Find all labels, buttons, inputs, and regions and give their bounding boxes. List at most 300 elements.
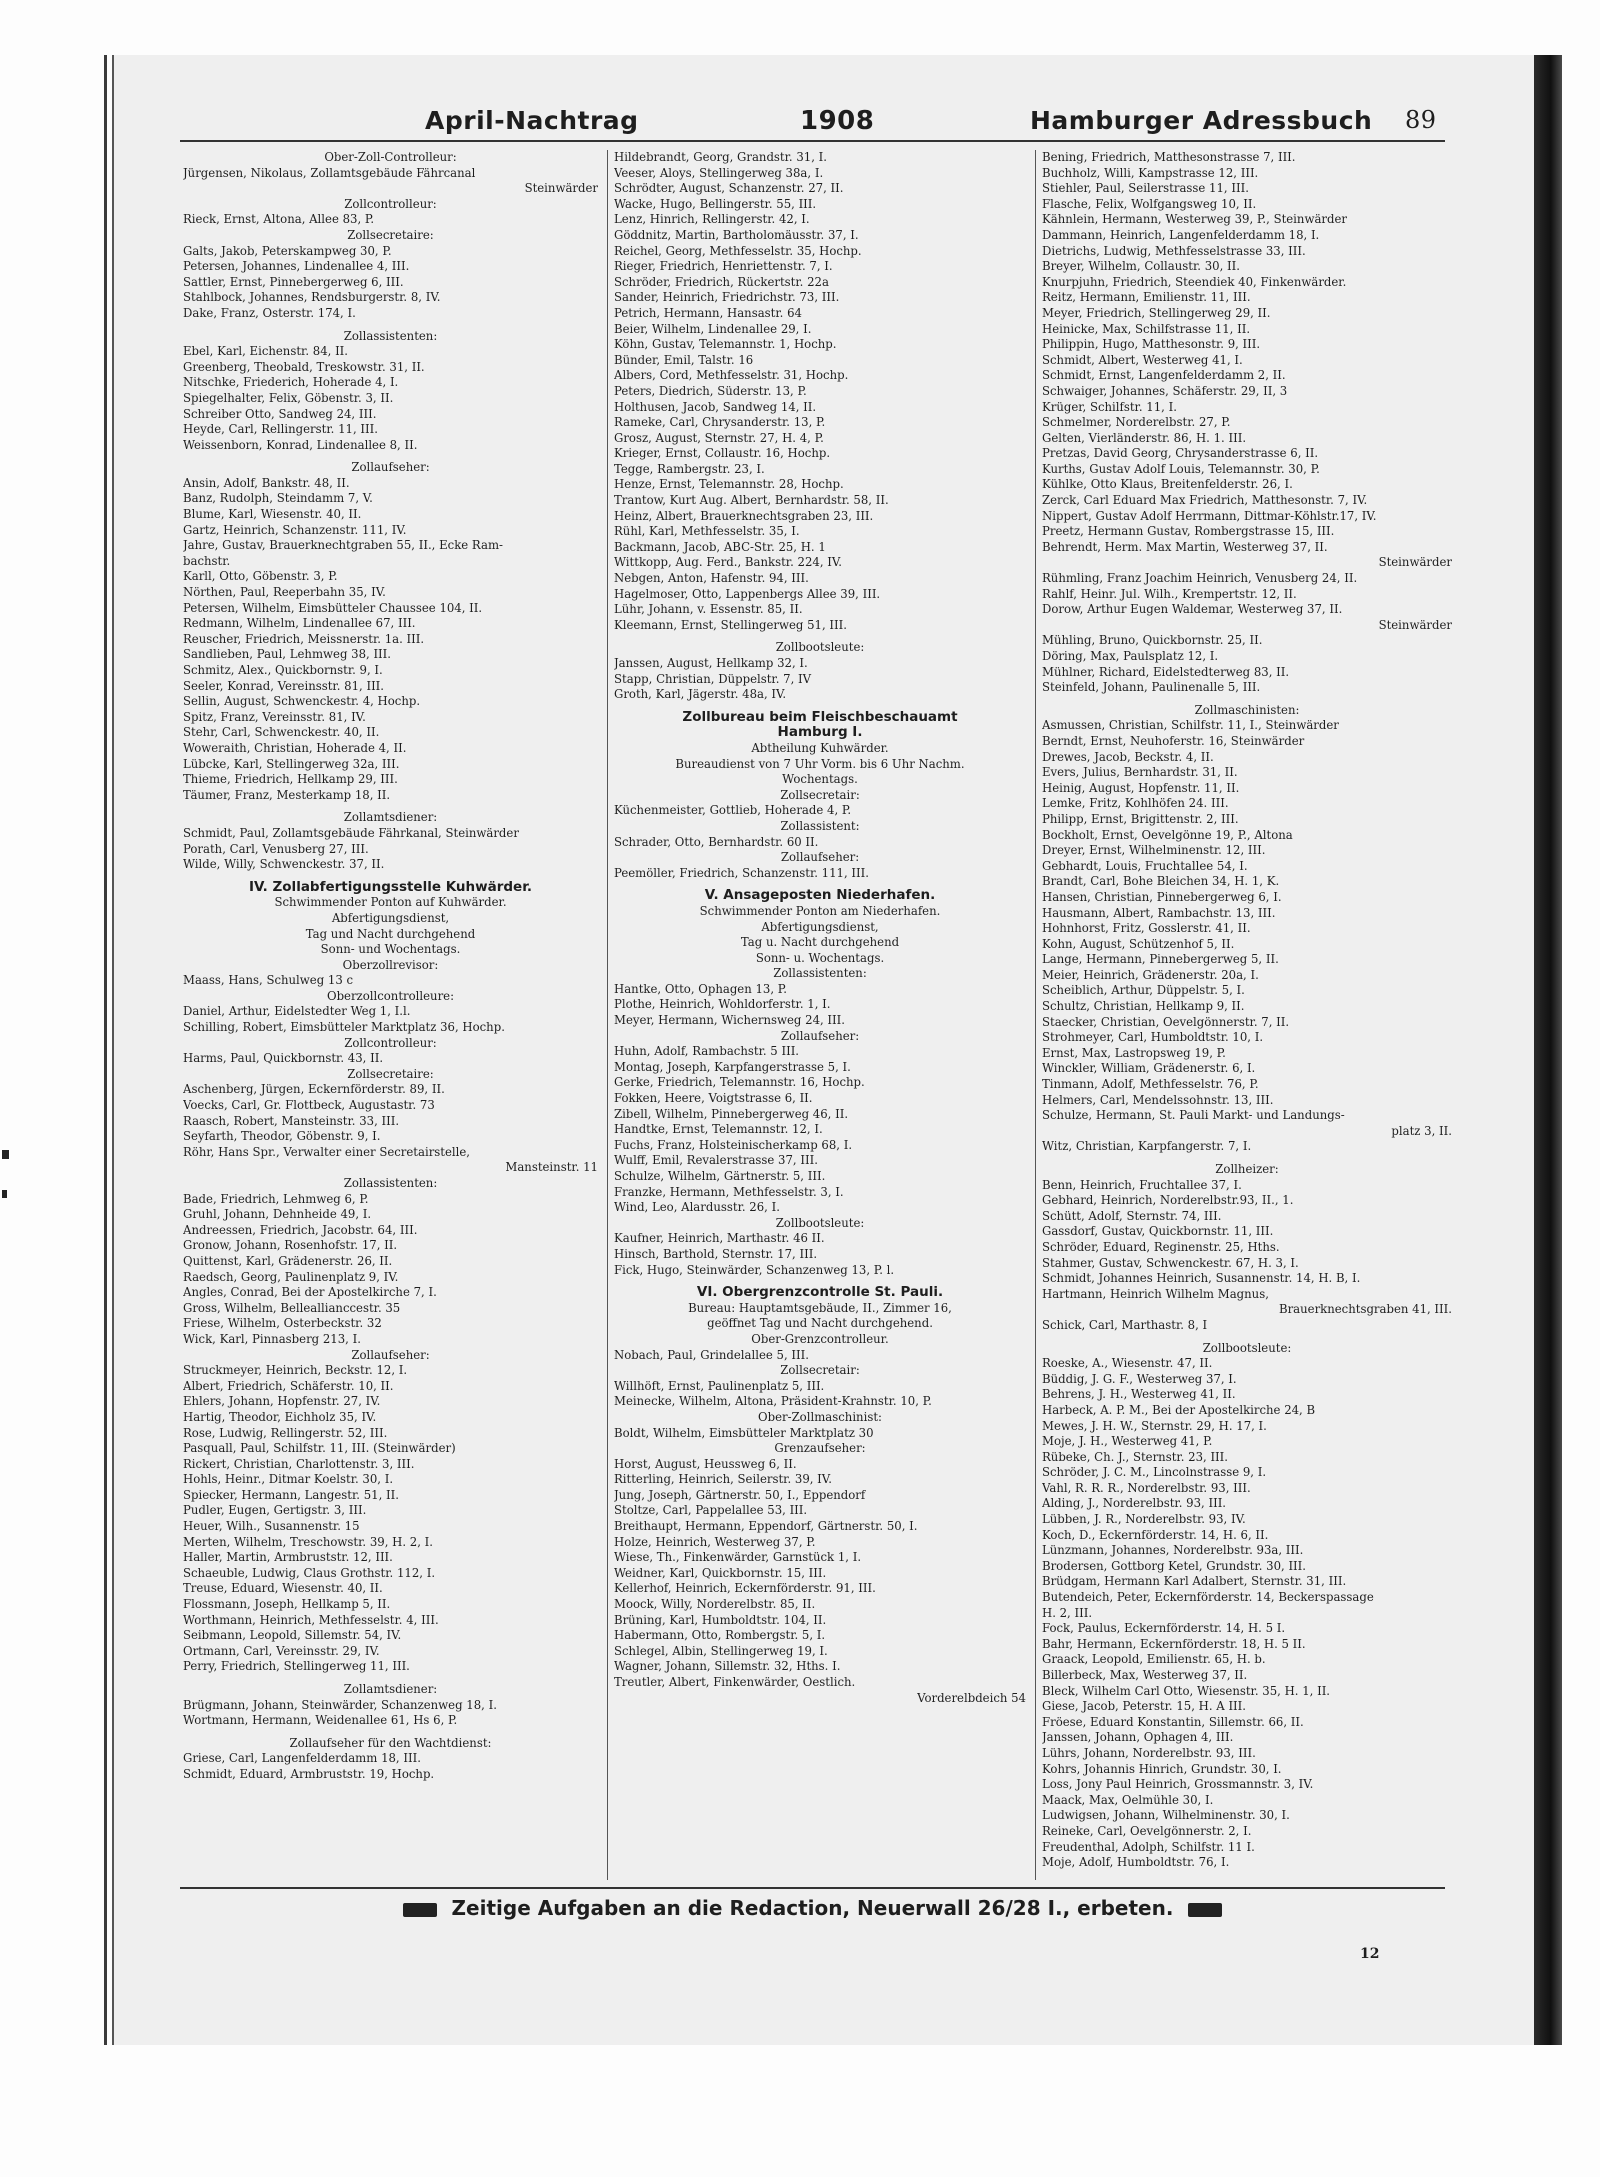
directory-entry: Schröder, Friedrich, Rückertstr. 22a (614, 274, 829, 289)
directory-entry: Bünder, Emil, Talstr. 16 (614, 352, 754, 367)
directory-entry: platz 3, II. (1391, 1123, 1452, 1138)
directory-entry: Philipp, Ernst, Brigittenstr. 2, III. (1042, 811, 1239, 826)
directory-entry: Jahre, Gustav, Brauerknechtgraben 55, II., Ecke Ram- (183, 538, 503, 553)
section-heading: Zollbureau beim Fleischbeschauamt (682, 709, 958, 725)
directory-entry: Nörthen, Paul, Reeperbahn 35, IV. (183, 585, 386, 600)
directory-entry: Schmelmer, Norderelbstr. 27, P. (1042, 415, 1231, 430)
directory-entry: Moock, Willy, Norderelbstr. 85, II. (614, 1597, 816, 1612)
category-heading: Zollcontrolleur: (344, 196, 437, 211)
directory-entry: Plothe, Heinrich, Wohldorferstr. 1, I. (614, 997, 831, 1012)
directory-entry: Hagelmoser, Otto, Lappenbergs Allee 39, III. (614, 586, 881, 601)
directory-entry: Lenz, Hinrich, Rellingerstr. 42, I. (614, 212, 810, 227)
directory-entry: Meyer, Friedrich, Stellingerweg 29, II. (1042, 305, 1271, 320)
directory-entry (183, 453, 598, 460)
directory-entry: Porath, Carl, Venusberg 27, III. (183, 841, 369, 856)
directory-entry: Habermann, Otto, Rombergstr. 5, I. (614, 1628, 826, 1643)
directory-entry: Büddig, J. G. F., Westerweg 37, I. (1042, 1371, 1237, 1386)
directory-entry: Nitschke, Friederich, Hoherade 4, I. (183, 375, 399, 390)
header-year: 1908 (800, 106, 875, 136)
directory-entry: Buchholz, Willi, Kampstrasse 12, III. (1042, 165, 1259, 180)
directory-entry: Stahlbock, Johannes, Rendsburgerstr. 8, IV. (183, 290, 441, 305)
directory-entry: Montag, Joseph, Karpfangerstrasse 5, I. (614, 1059, 851, 1074)
category-heading: Ober-Grenzcontrolleur. (751, 1331, 889, 1346)
directory-entry: Worthmann, Heinrich, Methfesselstr. 4, III. (183, 1612, 439, 1627)
directory-entry: Merten, Wilhelm, Treschowstr. 39, H. 2, I. (183, 1534, 433, 1549)
directory-entry: Drewes, Jacob, Beckstr. 4, II. (1042, 749, 1214, 764)
directory-entry: Behrendt, Herm. Max Martin, Westerweg 37, II. (1042, 539, 1328, 554)
directory-entry: Ernst, Max, Lastropsweg 19, P. (1042, 1045, 1226, 1060)
directory-entry: Daniel, Arthur, Eidelstedter Weg 1, I.l. (183, 1004, 411, 1019)
category-heading: Zollassistenten: (773, 966, 867, 981)
page-shadow-strip (1534, 55, 1562, 2045)
directory-entry: Butendeich, Peter, Eckernförderstr. 14, Beckerspassage (1042, 1590, 1374, 1605)
category-heading: Ober-Zoll-Controlleur: (324, 150, 457, 164)
directory-entry: Dietrichs, Ludwig, Methfesselstrasse 33, III. (1042, 243, 1306, 258)
directory-entry: Beier, Wilhelm, Lindenallee 29, I. (614, 321, 812, 336)
column-divider (607, 150, 608, 1880)
directory-entry: Angles, Conrad, Bei der Apostelkirche 7, I. (183, 1285, 437, 1300)
directory-entry: Schilling, Robert, Eimsbütteler Marktplatz 36, Hochp. (183, 1020, 505, 1035)
directory-entry: Schmidt, Ernst, Langenfelderdamm 2, II. (1042, 368, 1286, 383)
directory-entry: Redmann, Wilhelm, Lindenallee 67, III. (183, 616, 416, 631)
directory-entry: Petersen, Wilhelm, Eimsbütteler Chaussee 104, II. (183, 600, 483, 615)
directory-entry: bachstr. (183, 553, 231, 568)
column-1 (183, 150, 598, 1783)
category-heading: Bureau: Hauptamtsgebäude, II., Zimmer 16, (688, 1300, 952, 1315)
category-heading: Wochentags. (782, 772, 858, 787)
directory-entry (183, 1729, 598, 1736)
category-heading: Grenzaufseher: (774, 1441, 866, 1456)
directory-entry: Reineke, Carl, Oevelgönnerstr. 2, I. (1042, 1823, 1252, 1838)
binding-edge (104, 55, 107, 2045)
directory-entry: Göddnitz, Martin, Bartholomäusstr. 37, I. (614, 227, 859, 242)
scan-mark (2, 1150, 9, 1159)
directory-entry: Hartmann, Heinrich Wilhelm Magnus, (1042, 1286, 1269, 1301)
directory-entry: Schwaiger, Johannes, Schäferstr. 29, II, 3 (1042, 383, 1288, 398)
directory-entry: Dake, Franz, Osterstr. 174, I. (183, 305, 356, 320)
section-heading: IV. Zollabfertigungsstelle Kuhwärder. (248, 879, 533, 895)
directory-entry: Gassdorf, Gustav, Quickbornstr. 11, III. (1042, 1224, 1274, 1239)
directory-entry: Hinsch, Barthold, Sternstr. 17, III. (614, 1246, 818, 1261)
category-heading: Zollcontrolleur: (344, 1035, 437, 1050)
directory-entry: Loss, Jony Paul Heinrich, Grossmannstr. 3, IV. (1042, 1777, 1314, 1792)
category-heading: Zollamtsdiener: (343, 1682, 438, 1696)
directory-entry: Harms, Paul, Quickbornstr. 43, II. (183, 1051, 384, 1066)
directory-entry: Bahr, Hermann, Eckernförderstr. 18, H. 5 II. (1042, 1636, 1306, 1651)
directory-entry: Heuer, Wilh., Susannenstr. 15 (183, 1519, 360, 1534)
directory-entry: Huhn, Adolf, Rambachstr. 5 III. (614, 1044, 800, 1059)
directory-entry: Janssen, Johann, Ophagen 4, III. (1042, 1730, 1234, 1745)
directory-entry: Woweraith, Christian, Hoherade 4, II. (183, 740, 407, 755)
directory-entry: Reuscher, Friedrich, Meissnerstr. 1a. III. (183, 631, 425, 646)
directory-entry: Gerke, Friedrich, Telemannstr. 16, Hochp. (614, 1075, 865, 1090)
category-heading: Sonn- u. Wochentags. (755, 950, 885, 965)
directory-entry: Lünzmann, Johannes, Norderelbstr. 93a, III. (1042, 1543, 1304, 1558)
directory-entry: Hohnhorst, Fritz, Gosslerstr. 41, II. (1042, 921, 1251, 936)
header-rule (180, 140, 1445, 142)
directory-entry: Veeser, Aloys, Stellingerweg 38a, I. (614, 165, 824, 180)
directory-entry: Behrens, J. H., Westerweg 41, II. (1042, 1387, 1236, 1402)
directory-entry: Schick, Carl, Marthastr. 8, I (1042, 1317, 1208, 1332)
directory-entry: Ortmann, Carl, Vereinsstr. 29, IV. (183, 1643, 380, 1658)
directory-entry: Schmidt, Johannes Heinrich, Susannenstr. 14, H. B, I. (1042, 1271, 1361, 1286)
directory-entry: Koch, D., Eckernförderstr. 14, H. 6, II. (1042, 1527, 1269, 1542)
directory-entry: Ritterling, Heinrich, Seilerstr. 39, IV. (614, 1472, 832, 1487)
directory-entry: Brauerknechtsgraben 41, III. (1278, 1302, 1452, 1317)
directory-entry: Heinz, Albert, Brauerknechtsgraben 23, III. (614, 508, 874, 523)
directory-entry: Pudler, Eugen, Gertigstr. 3, III. (183, 1503, 367, 1518)
directory-entry: Harbeck, A. P. M., Bei der Apostelkirche 24, B (1042, 1402, 1316, 1417)
directory-entry: Blume, Karl, Wiesenstr. 40, II. (183, 507, 362, 522)
directory-entry: Nobach, Paul, Grindelallee 5, III. (614, 1347, 809, 1362)
directory-entry: Spiegelhalter, Felix, Göbenstr. 3, II. (183, 390, 394, 405)
directory-entry: Peemöller, Friedrich, Schanzenstr. 111, III. (614, 865, 869, 880)
directory-entry: Gruhl, Johann, Dehnheide 49, I. (183, 1207, 372, 1222)
directory-entry: Lange, Hermann, Pinnebergerweg 5, II. (1042, 952, 1279, 967)
directory-entry: Schmitz, Alex., Quickbornstr. 9, I. (183, 663, 383, 677)
directory-entry (1042, 696, 1452, 703)
directory-entry: Henze, Ernst, Telemannstr. 28, Hochp. (614, 477, 844, 492)
directory-entry: Wulff, Emil, Revalerstrasse 37, III. (614, 1153, 818, 1168)
directory-entry: Flossmann, Joseph, Hellkamp 5, II. (183, 1597, 391, 1612)
category-heading: Oberzollrevisor: (342, 957, 439, 972)
directory-entry: Banz, Rudolph, Steindamm 7, V. (183, 491, 373, 506)
directory-entry (614, 703, 1026, 710)
directory-entry: Steinwärder (524, 181, 598, 196)
directory-entry: Wiese, Th., Finkenwärder, Garnstück 1, I. (614, 1550, 862, 1565)
footer-notice (180, 1896, 1445, 1920)
category-heading: Zollsecretaire: (347, 1066, 434, 1081)
directory-entry: Ehlers, Johann, Hopfenstr. 27, IV. (183, 1394, 381, 1409)
directory-entry: Spiecker, Hermann, Langestr. 51, II. (183, 1487, 399, 1502)
directory-entry: Küchenmeister, Gottlieb, Hoherade 4, P. (614, 803, 852, 818)
directory-entry: Schaeuble, Ludwig, Claus Grothstr. 112, I. (183, 1565, 436, 1580)
column-2 (614, 150, 1026, 1706)
directory-entry: Gebhard, Heinrich, Norderelbstr.93, II., 1. (1042, 1193, 1294, 1208)
category-heading: Schwimmender Ponton auf Kuhwärder. (274, 895, 507, 910)
directory-entry: Evers, Julius, Bernhardstr. 31, II. (1042, 765, 1238, 780)
directory-entry (614, 633, 1026, 640)
directory-entry: Kohrs, Johannis Hinrich, Grundstr. 30, I. (1042, 1761, 1282, 1776)
directory-entry: Ansin, Adolf, Bankstr. 48, II. (183, 475, 350, 490)
directory-entry: Fröese, Eduard Konstantin, Sillemstr. 66, II. (1042, 1714, 1304, 1729)
directory-entry: Steinwärder (1378, 555, 1452, 570)
directory-entry: Zibell, Wilhelm, Pinnebergerweg 46, II. (614, 1106, 849, 1121)
directory-entry: Kaufner, Heinrich, Marthastr. 46 II. (614, 1231, 825, 1246)
category-heading: Zollsecretair: (780, 1363, 860, 1378)
directory-entry: Weidner, Karl, Quickbornstr. 15, III. (614, 1565, 827, 1580)
directory-entry: Breithaupt, Hermann, Eppendorf, Gärtnerstr. 50, I. (614, 1519, 918, 1534)
directory-entry: Boldt, Wilhelm, Eimsbütteler Marktplatz 30 (614, 1425, 874, 1440)
directory-entry: Thieme, Friedrich, Hellkamp 29, III. (183, 772, 398, 787)
directory-entry (614, 1278, 1026, 1285)
directory-entry: Kähnlein, Hermann, Westerweg 39, P., Steinwärder (1042, 212, 1347, 227)
directory-entry: Kleemann, Ernst, Stellingerweg 51, III. (614, 617, 847, 632)
directory-entry: Albers, Cord, Methfesselstr. 31, Hochp. (614, 368, 849, 383)
category-heading: Zollbootsleute: (775, 640, 865, 655)
column-3 (1042, 150, 1452, 1871)
category-heading: Zollsecretaire: (347, 227, 434, 242)
column-divider (1035, 150, 1036, 1880)
directory-entry: Mewes, J. H. W., Sternstr. 29, H. 17, I. (1042, 1418, 1267, 1433)
directory-entry: Tegge, Rambergstr. 23, I. (614, 461, 765, 476)
directory-entry: Flasche, Felix, Wolfgangsweg 10, II. (1042, 196, 1257, 211)
directory-entry (1042, 1334, 1452, 1341)
directory-entry: Greenberg, Theobald, Treskowstr. 31, II. (183, 359, 425, 374)
category-heading: Bureaudienst von 7 Uhr Vorm. bis 6 Uhr Nachm. (675, 756, 965, 771)
directory-entry: Brandt, Carl, Bohe Bleichen 34, H. 1, K. (1042, 874, 1280, 889)
directory-entry: Sander, Heinrich, Friedrichstr. 73, III. (614, 290, 840, 305)
directory-entry: Bening, Friedrich, Matthesonstrasse 7, III. (1042, 150, 1296, 164)
directory-entry: Ebel, Karl, Eichenstr. 84, II. (183, 344, 349, 359)
directory-entry: Reitz, Hermann, Emilienstr. 11, III. (1042, 290, 1251, 305)
directory-entry: Schmidt, Eduard, Armbruststr. 19, Hochp. (183, 1766, 435, 1781)
category-heading: Zollamtsdiener: (343, 810, 438, 825)
directory-entry: Meyer, Hermann, Wichernsweg 24, III. (614, 1013, 845, 1028)
directory-entry: Moje, J. H., Westerweg 41, P. (1042, 1434, 1213, 1449)
directory-entry: Giese, Jacob, Peterstr. 15, H. A III. (1042, 1699, 1247, 1714)
header-page-number: 89 (1405, 106, 1437, 134)
directory-entry: Perry, Friedrich, Stellingerweg 11, III. (183, 1659, 410, 1674)
directory-entry: Freudenthal, Adolph, Schilfstr. 11 I. (1042, 1839, 1255, 1854)
directory-entry (183, 803, 598, 810)
directory-entry: Fock, Paulus, Eckernförderstr. 14, H. 5 I. (1042, 1621, 1286, 1636)
category-heading: Sonn- und Wochentags. (320, 942, 461, 957)
directory-entry: Schmidt, Albert, Westerweg 41, I. (1042, 352, 1243, 367)
directory-entry: Dorow, Arthur Eugen Waldemar, Westerweg 37, II. (1042, 602, 1343, 617)
directory-entry: Witz, Christian, Karpfangerstr. 7, I. (1042, 1139, 1252, 1154)
directory-entry: Holthusen, Jacob, Sandweg 14, II. (614, 399, 817, 414)
directory-entry: Backmann, Jacob, ABC-Str. 25, H. 1 (614, 539, 826, 554)
directory-entry: Gronow, Johann, Rosenhofstr. 17, II. (183, 1238, 398, 1253)
category-heading: Oberzollcontrolleure: (326, 988, 455, 1003)
directory-entry: Stehr, Carl, Schwenckestr. 40, II. (183, 725, 380, 740)
directory-entry: Schmidt, Paul, Zollamtsgebäude Fährkanal, Steinwärder (183, 825, 519, 840)
directory-entry: Stoltze, Carl, Pappelallee 53, III. (614, 1503, 808, 1518)
category-heading: geöffnet Tag und Nacht durchgehend. (707, 1316, 933, 1331)
directory-entry: Brodersen, Gottborg Ketel, Grundstr. 30, III. (1042, 1558, 1307, 1573)
directory-entry (614, 881, 1026, 888)
directory-entry: Stiehler, Paul, Seilerstrasse 11, III. (1042, 181, 1249, 196)
directory-entry: Steinfeld, Johann, Paulinenalle 5, III. (1042, 680, 1261, 695)
directory-entry: Alding, J., Norderelbstr. 93, III. (1042, 1496, 1227, 1511)
directory-entry: Rieger, Friedrich, Henriettenstr. 7, I. (614, 259, 833, 274)
directory-entry: Rickert, Christian, Charlottenstr. 3, III. (183, 1456, 415, 1471)
footer-rule (180, 1887, 1445, 1889)
directory-entry: Schröder, J. C. M., Lincolnstrasse 9, I. (1042, 1465, 1267, 1480)
directory-entry: Wilde, Willy, Schwenckestr. 37, II. (183, 857, 385, 872)
directory-entry: Roeske, A., Wiesenstr. 47, II. (1042, 1356, 1213, 1371)
directory-entry: Sellin, August, Schwenckestr. 4, Hochp. (183, 694, 421, 709)
category-heading: Zollassistenten: (343, 328, 438, 343)
directory-entry (183, 1675, 598, 1682)
directory-entry: Wick, Karl, Pinnasberg 213, I. (183, 1331, 361, 1346)
directory-entry: Holze, Heinrich, Westerweg 37, P. (614, 1534, 816, 1549)
directory-entry: Graack, Leopold, Emilienstr. 65, H. b. (1042, 1652, 1266, 1667)
category-heading: Zollaufseher: (780, 1028, 860, 1043)
directory-entry: Tinmann, Adolf, Methfesselstr. 76, P. (1042, 1077, 1259, 1092)
directory-entry: Schütt, Adolf, Sternstr. 74, III. (1042, 1208, 1222, 1223)
directory-entry: Wacke, Hugo, Bellingerstr. 55, III. (614, 196, 817, 211)
footer-text: Zeitige Aufgaben an die Redaction, Neuerwall 26/28 I., erbeten. (451, 1896, 1174, 1920)
directory-entry: Brüdgam, Hermann Karl Adalbert, Sternstr. 31, III. (1042, 1574, 1347, 1589)
directory-entry: Grosz, August, Sternstr. 27, H. 4, P. (614, 430, 824, 445)
directory-entry: Asmussen, Christian, Schilfstr. 11, I., Steinwärder (1042, 718, 1339, 733)
category-heading: Zollassistent: (780, 818, 860, 833)
directory-entry: Rieck, Ernst, Altona, Allee 83, P. (183, 212, 375, 227)
directory-entry: Kühlke, Otto Klaus, Breitenfelderstr. 26, I. (1042, 477, 1293, 492)
directory-entry: Galts, Jakob, Peterskampweg 30, P. (183, 243, 392, 258)
signature-number: 12 (1360, 1946, 1380, 1962)
category-heading: Schwimmender Ponton am Niederhafen. (699, 903, 941, 918)
directory-entry: Seeler, Konrad, Vereinsstr. 81, III. (183, 678, 385, 693)
directory-entry: Meier, Heinrich, Grädenerstr. 20a, I. (1042, 967, 1259, 982)
category-heading: Ober-Zollmaschinist: (758, 1409, 882, 1424)
directory-entry: Groth, Karl, Jägerstr. 48a, IV. (614, 687, 787, 702)
directory-entry: Heinig, August, Hopfenstr. 11, II. (1042, 780, 1240, 795)
directory-entry: Gross, Wilhelm, Belleallianccestr. 35 (183, 1300, 401, 1315)
directory-entry: Gartz, Heinrich, Schanzenstr. 111, IV. (183, 522, 407, 537)
directory-entry: Andreessen, Friedrich, Jacobstr. 64, III. (183, 1222, 418, 1237)
pointing-hand-icon (403, 1903, 437, 1917)
directory-entry: Aschenberg, Jürgen, Eckernförderstr. 89, II. (183, 1082, 445, 1097)
directory-entry: Willhöft, Ernst, Paulinenplatz 5, III. (614, 1378, 825, 1393)
category-heading: Zollaufseher: (351, 1347, 430, 1362)
directory-entry: Jürgensen, Nikolaus, Zollamtsgebäude Fährcanal (183, 165, 476, 180)
directory-entry: Billerbeck, Max, Westerweg 37, II. (1042, 1668, 1248, 1682)
header-right: Hamburger Adressbuch (1030, 106, 1373, 135)
directory-entry: Lührs, Johann, Norderelbstr. 93, III. (1042, 1745, 1256, 1760)
directory-entry: Petersen, Johannes, Lindenallee 4, III. (183, 259, 410, 274)
directory-entry: Maass, Hans, Schulweg 13 c (183, 973, 354, 988)
directory-entry: Albert, Friedrich, Schäferstr. 10, II. (183, 1378, 394, 1393)
section-heading: Hamburg I. (777, 725, 863, 741)
directory-entry: Stahmer, Gustav, Schwenckestr. 67, H. 3, I. (1042, 1255, 1299, 1270)
directory-entry: Fick, Hugo, Steinwärder, Schanzenweg 13, P. l. (614, 1262, 895, 1277)
directory-entry: Vorderelbdeich 54 (917, 1690, 1026, 1705)
directory-entry: Heyde, Carl, Rellingerstr. 11, III. (183, 422, 378, 437)
directory-entry: Wind, Leo, Alardusstr. 26, I. (614, 1200, 780, 1215)
category-heading: Zollaufseher: (780, 850, 860, 865)
category-heading: Tag u. Nacht durchgehend (740, 935, 900, 950)
directory-entry: Lemke, Fritz, Kohlhöfen 24. III. (1042, 796, 1229, 811)
directory-entry: Steinwärder (1378, 617, 1452, 632)
category-heading: Abfertigungsdienst, (761, 919, 879, 934)
directory-entry: Mühlner, Richard, Eidelstedterweg 83, II. (1042, 664, 1290, 679)
directory-entry: Berndt, Ernst, Neuhoferstr. 16, Steinwärder (1042, 733, 1305, 748)
directory-entry: Maack, Max, Oelmühle 30, I. (1042, 1792, 1214, 1807)
directory-entry: Trantow, Kurt Aug. Albert, Bernhardstr. 58, II. (614, 493, 889, 508)
directory-entry: Rühl, Karl, Methfesselstr. 35, I. (614, 524, 800, 539)
directory-entry: Mühling, Bruno, Quickbornstr. 25, II. (1042, 633, 1263, 648)
directory-entry: Haller, Martin, Armbruststr. 12, III. (183, 1550, 393, 1565)
directory-entry: Janssen, August, Hellkamp 32, I. (614, 656, 808, 670)
directory-entry: Mansteinstr. 11 (505, 1160, 598, 1175)
directory-entry: Heinicke, Max, Schilfstrasse 11, II. (1042, 321, 1251, 336)
directory-entry: Reichel, Georg, Methfesselstr. 35, Hochp. (614, 243, 862, 258)
directory-entry: Benn, Heinrich, Fruchtallee 37, I. (1042, 1177, 1242, 1192)
directory-entry: Meinecke, Wilhelm, Altona, Präsident-Krahnstr. 10, P. (614, 1394, 932, 1409)
directory-entry: Krieger, Ernst, Collaustr. 16, Hochp. (614, 446, 831, 461)
directory-entry: Hausmann, Albert, Rambachstr. 13, III. (1042, 905, 1276, 920)
directory-entry: Hantke, Otto, Ophagen 13, P. (614, 981, 787, 996)
directory-entry: Pasquall, Paul, Schilfstr. 11, III. (Steinwärder) (183, 1441, 456, 1456)
directory-entry: Griese, Carl, Langenfelderdamm 18, III. (183, 1751, 421, 1766)
directory-entry: Schrödter, August, Schanzenstr. 27, II. (614, 181, 844, 196)
scan-mark (2, 1190, 7, 1198)
category-heading: Zollheizer: (1215, 1162, 1279, 1176)
directory-entry: Rübeke, Ch. J., Sternstr. 23, III. (1042, 1449, 1229, 1464)
directory-entry: Dreyer, Ernst, Wilhelminenstr. 12, III. (1042, 843, 1266, 858)
directory-entry: Raasch, Robert, Mansteinstr. 33, III. (183, 1113, 400, 1128)
directory-entry: Weissenborn, Konrad, Lindenallee 8, II. (183, 437, 418, 452)
header-left: April-Nachtrag (425, 106, 639, 135)
directory-entry: H. 2, III. (1042, 1605, 1093, 1620)
directory-entry: Rühmling, Franz Joachim Heinrich, Venusberg 24, II. (1042, 571, 1358, 586)
category-heading: Tag und Nacht durchgehend (305, 926, 476, 941)
directory-entry: Franzke, Hermann, Methfesselstr. 3, I. (614, 1184, 844, 1199)
category-heading: Zollassistenten: (343, 1176, 438, 1190)
directory-entry (1042, 1155, 1452, 1162)
directory-entry: Scheiblich, Arthur, Düppelstr. 5, I. (1042, 983, 1245, 998)
directory-entry: Wittkopp, Aug. Ferd., Bankstr. 224, IV. (614, 555, 842, 570)
directory-entry: Hartig, Theodor, Eichholz 35, IV. (183, 1409, 377, 1424)
directory-entry: Fuchs, Franz, Holsteinischerkamp 68, I. (614, 1137, 853, 1152)
directory-entry: Strohmeyer, Carl, Humboldtstr. 10, I. (1042, 1030, 1264, 1045)
directory-entry: Moje, Adolf, Humboldtstr. 76, I. (1042, 1855, 1230, 1870)
directory-entry: Rahlf, Heinr. Jul. Wilh., Krempertstr. 12, II. (1042, 586, 1297, 601)
directory-entry: Ludwigsen, Johann, Wilhelminenstr. 30, I. (1042, 1808, 1290, 1823)
directory-entry: Struckmeyer, Heinrich, Beckstr. 12, I. (183, 1363, 408, 1378)
directory-entry: Schultz, Christian, Hellkamp 9, II. (1042, 999, 1245, 1014)
directory-entry: Hansen, Christian, Pinnebergerweg 6, I. (1042, 889, 1282, 904)
directory-entry: Brüning, Karl, Humboldtstr. 104, II. (614, 1612, 827, 1627)
directory-entry: Breyer, Wilhelm, Collaustr. 30, II. (1042, 259, 1240, 274)
directory-entry: Zerck, Carl Eduard Max Friedrich, Matthesonstr. 7, IV. (1042, 493, 1368, 508)
directory-entry: Knurpjuhn, Friedrich, Steendiek 40, Finkenwärder. (1042, 274, 1347, 289)
directory-entry: Kellerhof, Heinrich, Eckernförderstr. 91, III. (614, 1581, 876, 1596)
directory-entry: Friese, Wilhelm, Osterbeckstr. 32 (183, 1316, 382, 1331)
directory-entry: Dammann, Heinrich, Langenfelderdamm 18, I. (1042, 227, 1320, 242)
category-heading: Abfertigungsdienst, (331, 910, 450, 925)
directory-entry: Hohls, Heinr., Ditmar Koelstr. 30, I. (183, 1472, 394, 1487)
directory-entry: Fokken, Heere, Voigtstrasse 6, II. (614, 1091, 813, 1106)
directory-entry: Karll, Otto, Göbenstr. 3, P. (183, 569, 338, 584)
directory-entry: Schulze, Wilhelm, Gärtnerstr. 5, III. (614, 1169, 826, 1183)
directory-entry: Treutler, Albert, Finkenwärder, Oestlich. (614, 1675, 856, 1689)
directory-entry: Lühr, Johann, v. Essenstr. 85, II. (614, 602, 803, 617)
directory-entry: Horst, August, Heussweg 6, II. (614, 1456, 797, 1471)
directory-entry: Döring, Max, Paulsplatz 12, I. (1042, 649, 1219, 663)
directory-entry: Seyfarth, Theodor, Göbenstr. 9, I. (183, 1129, 381, 1144)
category-heading: Zollmaschinisten: (1194, 702, 1300, 717)
directory-entry: Preetz, Hermann Gustav, Rombergstrasse 15, III. (1042, 524, 1335, 539)
directory-entry: Krüger, Schilfstr. 11, I. (1042, 399, 1177, 414)
directory-entry (183, 322, 598, 329)
directory-entry (183, 873, 598, 880)
directory-entry: Schrader, Otto, Bernhardstr. 60 II. (614, 834, 819, 849)
category-heading: Zollaufseher: (351, 460, 430, 475)
pointing-hand-icon (1188, 1903, 1222, 1917)
directory-entry: Wagner, Johann, Sillemstr. 32, Hths. I. (614, 1659, 841, 1674)
directory-entry: Pretzas, David Georg, Chrysanderstrasse 6, II. (1042, 446, 1319, 461)
directory-entry: Voecks, Carl, Gr. Flottbeck, Augustastr. 73 (183, 1098, 435, 1113)
directory-entry: Lübben, J. R., Norderelbstr. 93, IV. (1042, 1512, 1246, 1527)
directory-entry: Täumer, Franz, Mesterkamp 18, II. (183, 787, 391, 802)
category-heading: Zollsecretair: (780, 787, 860, 802)
directory-entry: Stapp, Christian, Düppelstr. 7, IV (614, 671, 812, 686)
directory-entry: Kurths, Gustav Adolf Louis, Telemannstr. 30, P. (1042, 461, 1320, 476)
